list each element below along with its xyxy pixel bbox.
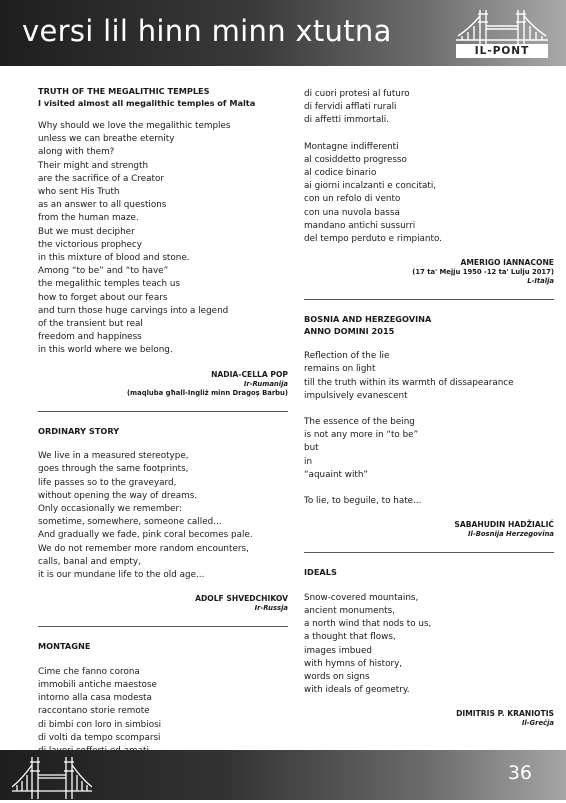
poem-author: NADIA-CELLA POP (211, 369, 288, 379)
poem-line: in (304, 456, 313, 467)
poem-line: intorno alla casa modesta (38, 693, 152, 704)
poem-line: is not any more in “to be” (304, 430, 419, 441)
footer-bridge-logo (12, 753, 92, 799)
left-column (38, 86, 288, 771)
author-country: Il-Greċja (521, 719, 554, 728)
poem-line: We live in a measured stereotype, (38, 451, 189, 462)
page-header (0, 0, 566, 66)
poem-line: along with them? (38, 147, 115, 158)
poem-line: Only occasionally we remember: (38, 503, 182, 514)
author-country: Il-Bosnija Herzegovina (468, 530, 554, 539)
poem-text (304, 88, 554, 246)
poem-line: impulsively evanescent (304, 390, 408, 401)
poem-line: unless we can breathe eternity (38, 134, 175, 145)
author-country: Ir-Russja (254, 604, 288, 613)
poem-line: with ideals of geometry. (304, 685, 410, 696)
poem-line: calls, banal and empty, (38, 556, 141, 567)
author-country: L-Italja (527, 277, 554, 286)
poem-line: al codice binario (304, 168, 377, 179)
poem-line: di cuori protesi al futuro (304, 89, 410, 99)
poem-title: ORDINARY STORY (38, 425, 120, 436)
page-number: 36 (507, 762, 532, 784)
poem-line: from the human maze. (38, 213, 139, 224)
poem-line: sometime, somewhere, someone called... (38, 517, 222, 528)
divider (304, 552, 554, 553)
poem-line: We do not remember more random encounters, (38, 543, 249, 554)
poem-line: words on signs (304, 671, 370, 682)
right-column (304, 88, 554, 728)
poem-line: But we must decipher (38, 226, 135, 237)
poem-line: as an answer to all questions (38, 200, 167, 211)
section-title: versi lil hinn minn xtutna (22, 14, 392, 48)
poem-line: And gradually we fade, pink coral becomes pale. (38, 530, 253, 541)
poem-line: Among “to be” and “to have” (38, 266, 169, 277)
poem-title: MONTAGNE (38, 641, 91, 652)
author-country: Ir-Rumanija (243, 379, 288, 388)
poem-line: of the transient but real (38, 319, 143, 330)
poem-line: Their might and strength (38, 160, 149, 171)
poem-line: con un refolo di vento (304, 194, 401, 205)
poem-text (304, 350, 554, 508)
poem-line: how to forget about our fears (38, 292, 168, 303)
poem-title: ANNO DOMINI 2015 (304, 325, 395, 336)
poem-text (38, 450, 288, 582)
poem-line: goes through the same footprints, (38, 464, 189, 475)
poem-line: a thought that flows, (304, 632, 396, 643)
poem-line: immobili antiche maestose (38, 679, 157, 690)
divider (38, 411, 288, 412)
poem-line: di affetti immortali. (304, 115, 389, 126)
poem-line: in this mixture of blood and stone. (38, 253, 190, 264)
divider (304, 299, 554, 300)
poem-author: ADOLF SHVEDCHIKOV (195, 594, 288, 604)
poem-line: The essence of the being (304, 417, 415, 428)
divider (38, 626, 288, 627)
poem-title: BOSNIA AND HERZEGOVINA (304, 314, 432, 325)
bridge-icon (456, 6, 548, 46)
poem-line: di fervidi afflati rurali (304, 102, 397, 113)
poem-line: are the sacrifice of a Creator (38, 173, 164, 184)
poem-line: del tempo perduto e rimpianto. (304, 234, 442, 245)
poem-text (304, 592, 554, 698)
poem-line: To lie, to beguile, to hate... (304, 496, 422, 507)
poem-title: TRUTH OF THE MEGALITHIC TEMPLES (38, 86, 210, 96)
poem-author: DIMITRIS P. KRANIOTIS (456, 709, 554, 719)
poem-title: IDEALS (304, 567, 337, 578)
poem-line: images imbued (304, 645, 372, 656)
poem-line: di volti da tempo scomparsi (38, 732, 161, 743)
poem-line: Reflection of the lie (304, 351, 390, 362)
bridge-icon (12, 753, 92, 799)
poem-line: who sent His Truth (38, 187, 120, 198)
poem-line: life passes so to the graveyard, (38, 477, 177, 488)
il-pont-logo (456, 6, 548, 58)
poem-line: but (304, 443, 319, 454)
poem-text (38, 120, 288, 358)
poem-line: di bimbi con loro in simbiosi (38, 719, 162, 730)
poem-line: Why should we love the megalithic temples (38, 121, 231, 131)
poem-line: Snow-covered mountains, (304, 592, 419, 603)
poem-line: and turn those huge carvings into a legend (38, 305, 229, 316)
poem-author: SABAHUDIN HADŽIALIĆ (454, 520, 554, 530)
poem-line: with hymns of history, (304, 658, 403, 669)
poem-line: a north wind that nods to us, (304, 619, 432, 630)
poem-line: ai giorni incalzanti e concitati, (304, 181, 437, 192)
poem-line: con una nuvola bassa (304, 207, 400, 218)
poem-line: without opening the way of dreams. (38, 490, 198, 501)
poem-line: Cime che fanno corona (38, 666, 140, 677)
logo-text: IL-PONT (456, 44, 548, 58)
poem-line: remains on light (304, 364, 376, 375)
author-dates: (17 ta' Mejju 1950 -12 ta' Lulju 2017) (412, 268, 554, 277)
poem-line: Montagne indifferenti (304, 141, 399, 152)
poem-line: till the truth within its warmth of dissapearance (304, 377, 514, 388)
poem-line: the victorious prophecy (38, 239, 142, 250)
translation-note: (maqluba għall-Ingliż minn Dragoş Barbu) (126, 388, 288, 397)
poem-line: the megalithic temples teach us (38, 279, 181, 290)
poem-line: ancient monuments, (304, 605, 395, 616)
poem-line: it is our mundane life to the old age... (38, 569, 205, 580)
poem-subtitle: I visited almost all megalithic temples of Malta (38, 97, 256, 108)
poem-line: raccontano storie remote (38, 706, 150, 717)
poem-line: “aquaint with” (304, 469, 368, 480)
page-footer (0, 750, 566, 800)
poem-line: freedom and happiness (38, 332, 142, 343)
poem-author: AMERIGO IANNACONE (460, 258, 554, 268)
poem-line: al cosiddetto progresso (304, 154, 407, 165)
poem-line: in this world where we belong. (38, 345, 173, 356)
poem-line: mandano antichi sussurri (304, 220, 416, 231)
